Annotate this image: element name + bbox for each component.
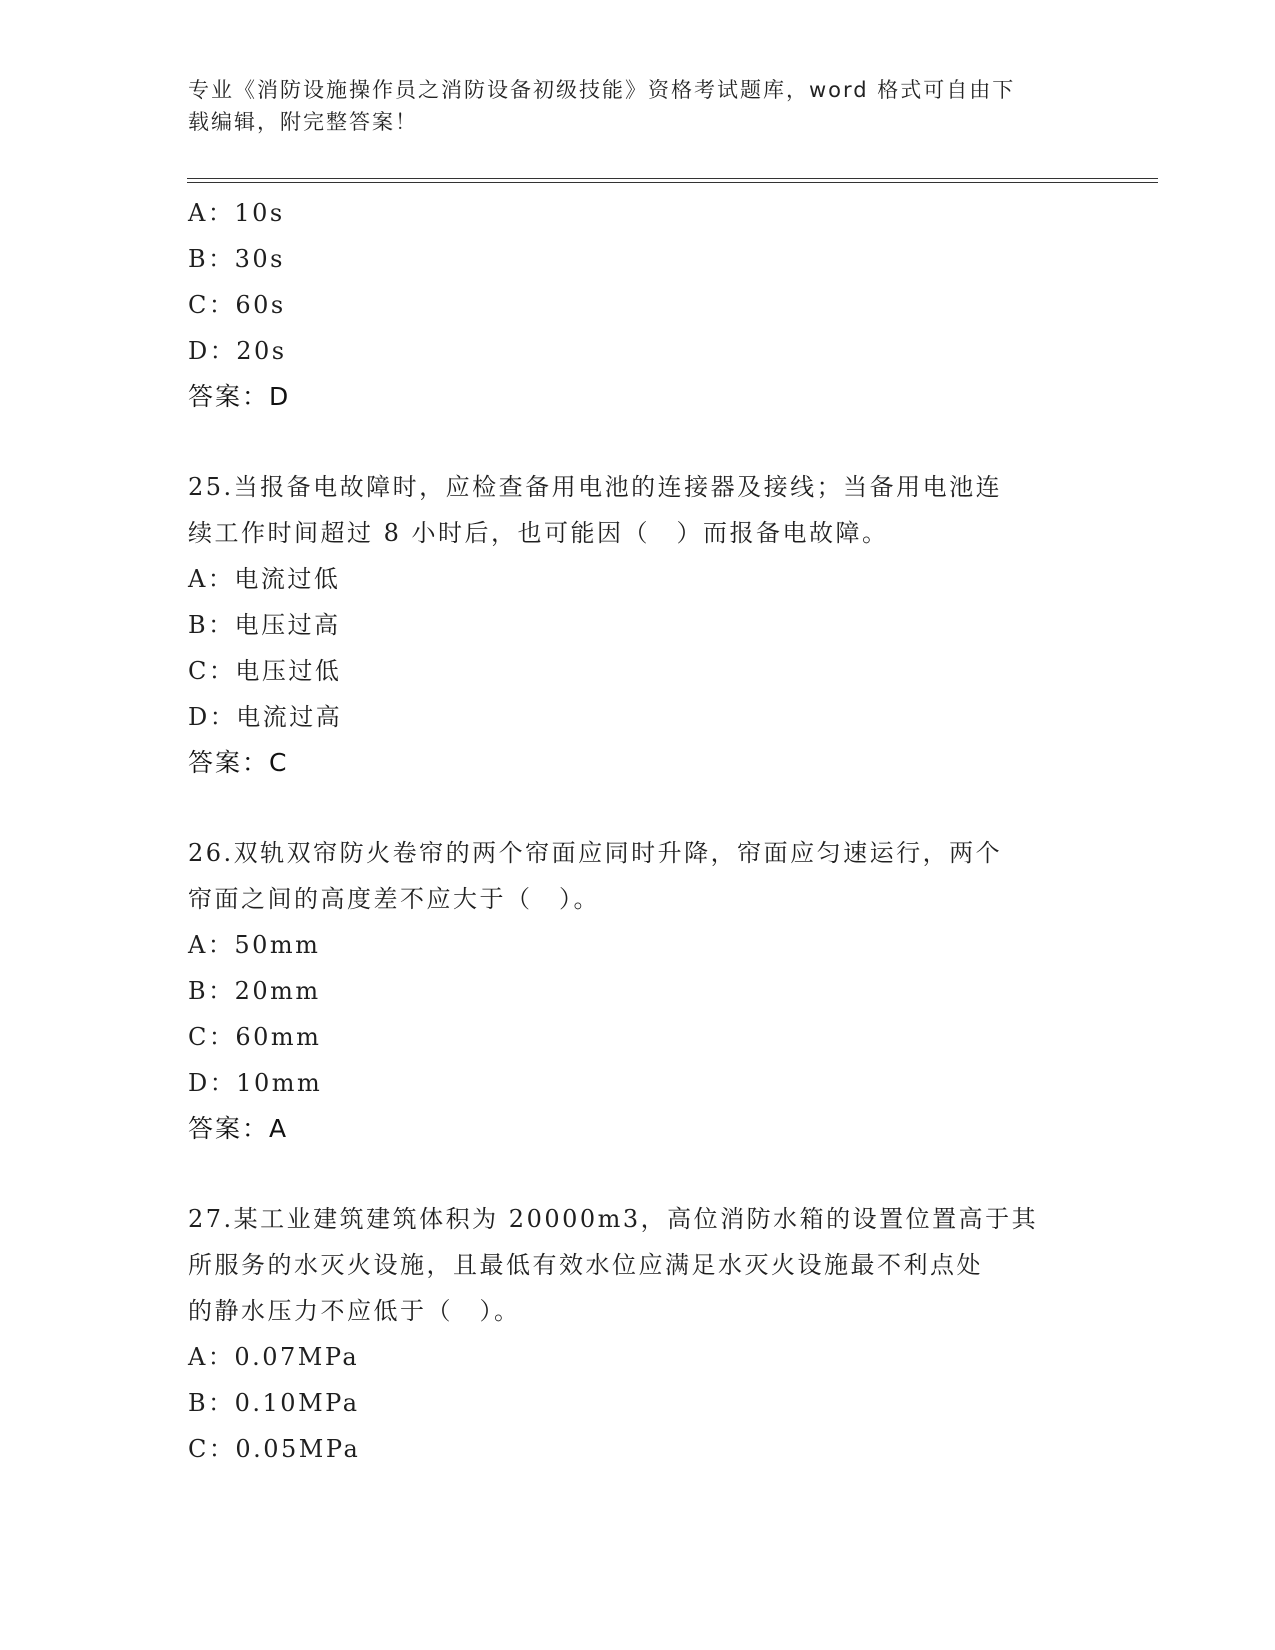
option-b: B：电压过高 bbox=[188, 611, 341, 639]
option-d: D：20s bbox=[188, 337, 287, 365]
option-a: A：电流过低 bbox=[188, 565, 341, 593]
option-b: B：0.10MPa bbox=[188, 1389, 360, 1417]
question-stem-line: 帘面之间的高度差不应大于（ ）。 bbox=[188, 885, 600, 913]
header-double-rule bbox=[187, 178, 1158, 183]
header-line-1: 专业《消防设施操作员之消防设备初级技能》资格考试题库，word 格式可自由下 bbox=[188, 78, 1016, 102]
question-list bbox=[188, 190, 1088, 1472]
answer: 答案：D bbox=[188, 382, 291, 411]
answer: 答案：A bbox=[188, 1114, 289, 1143]
question-26 bbox=[188, 830, 1088, 1152]
question-stem-line: 27.某工业建筑建筑体积为 20000m3，高位消防水箱的设置位置高于其 bbox=[188, 1205, 1039, 1233]
option-c: C：电压过低 bbox=[188, 657, 342, 685]
option-c: C：60mm bbox=[188, 1023, 322, 1051]
question-stem-line: 25.当报备电故障时，应检查备用电池的连接器及接线；当备用电池连 bbox=[188, 473, 1003, 501]
question-stem-line: 所服务的水灭火设施，且最低有效水位应满足水灭火设施最不利点处 bbox=[188, 1251, 983, 1279]
option-c: C：60s bbox=[188, 291, 286, 319]
question-stem-line: 的静水压力不应低于（ ）。 bbox=[188, 1297, 521, 1325]
option-b: B：20mm bbox=[188, 977, 321, 1005]
option-c: C：0.05MPa bbox=[188, 1435, 361, 1463]
page-header bbox=[188, 74, 1088, 138]
question-27 bbox=[188, 1196, 1088, 1472]
question-25 bbox=[188, 464, 1088, 786]
option-d: D：电流过高 bbox=[188, 703, 343, 731]
option-a: A：10s bbox=[188, 199, 285, 227]
question-stem-line: 26.双轨双帘防火卷帘的两个帘面应同时升降，帘面应匀速运行，两个 bbox=[188, 839, 1003, 867]
question-24-tail bbox=[188, 190, 1088, 420]
question-stem-line: 续工作时间超过 8 小时后，也可能因（ ）而报备电故障。 bbox=[188, 519, 889, 547]
header-line-2: 载编辑，附完整答案！ bbox=[188, 110, 418, 134]
option-a: A：0.07MPa bbox=[188, 1343, 360, 1371]
option-a: A：50mm bbox=[188, 931, 321, 959]
answer: 答案：C bbox=[188, 748, 289, 777]
option-b: B：30s bbox=[188, 245, 285, 273]
option-d: D：10mm bbox=[188, 1069, 323, 1097]
